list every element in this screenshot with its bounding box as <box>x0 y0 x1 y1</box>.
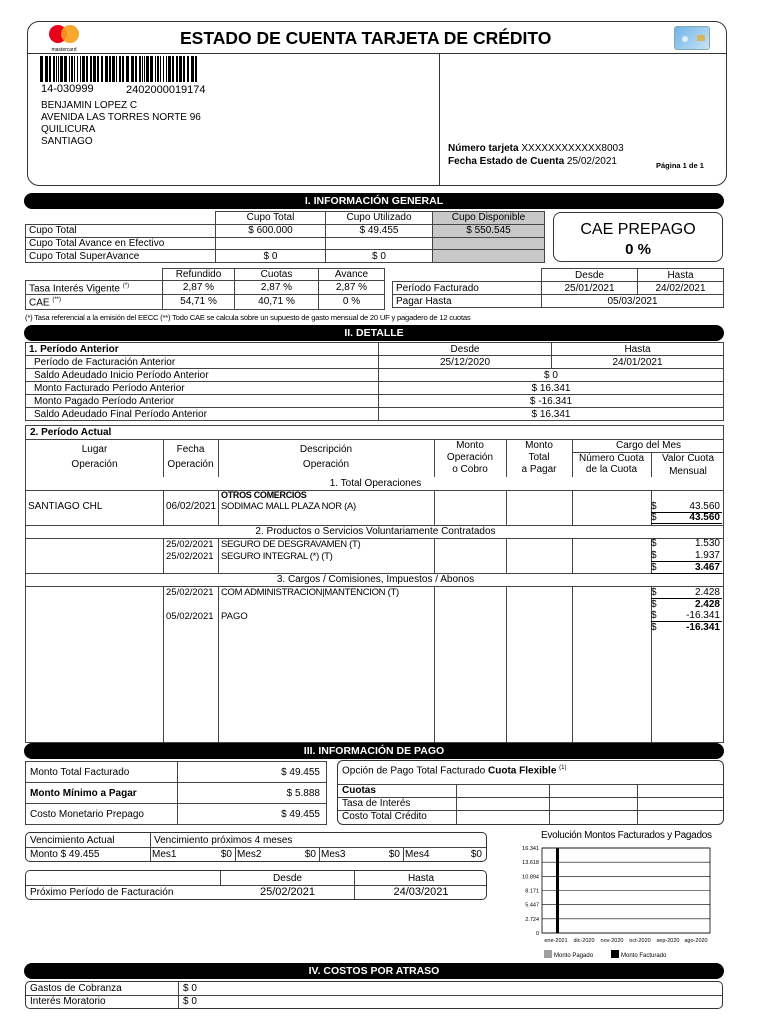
barcode-bar <box>53 56 55 82</box>
rate-value: 2,87 % <box>163 281 235 295</box>
chart-y-tick: 13.618 <box>522 860 539 867</box>
barcode-bar <box>183 56 185 82</box>
subsection-total-operaciones: 1. Total Operaciones <box>329 478 422 489</box>
prev-row-label: Período de Facturación Anterior <box>26 356 379 369</box>
chart-x-tick: ago-2020 <box>684 938 708 944</box>
month-label: Mes2 <box>237 849 262 860</box>
late-cost-value: $ 0 <box>183 996 197 1007</box>
barcode-bar <box>82 56 85 82</box>
card-number-line <box>448 143 624 154</box>
barcode-bar <box>179 56 182 82</box>
col-fecha-2: Operación <box>167 459 214 470</box>
customer-address: AVENIDA LAS TORRES NORTE 96 <box>41 112 201 123</box>
mastercard-logo <box>44 24 84 52</box>
dollar-sign: $ <box>651 550 657 561</box>
chart-title: Evolución Montos Facturados y Pagados <box>541 830 712 841</box>
prev-row-value: $ 0 <box>379 369 724 382</box>
customer-name: BENJAMIN LOPEZ C <box>41 100 138 111</box>
barcode-bar <box>71 56 73 82</box>
cupo-table <box>25 211 545 263</box>
cupo-row-label: Cupo Total SuperAvance <box>26 250 216 263</box>
barcode-bar <box>77 56 78 82</box>
card-number-label: Número tarjeta <box>448 143 519 154</box>
rate-value: 0 % <box>319 295 385 309</box>
op2-desc: SEGURO INTEGRAL (*) (T) <box>221 551 333 562</box>
barcode-bar <box>191 56 194 82</box>
op2-value: 1.937 <box>694 550 720 561</box>
cupo-avail-value <box>433 250 545 263</box>
late-cost-label: Gastos de Cobranza <box>30 983 122 994</box>
prev-row-value: $ 16.341 <box>379 382 724 395</box>
chart-legend-swatch <box>544 950 552 958</box>
barcode-bar <box>135 56 137 82</box>
chart-y-tick: 8.171 <box>525 888 539 895</box>
barcode-bar <box>93 56 96 82</box>
header-divider <box>27 53 727 54</box>
previous-period-title: 1. Período Anterior <box>26 343 379 356</box>
due-dates-box <box>25 832 487 862</box>
next-header-from: Desde <box>273 873 302 884</box>
col-monto-op-2: Operación <box>446 452 494 463</box>
col-valor-cuota-1: Valor Cuota <box>661 453 715 464</box>
op3-fecha: 05/02/2021 <box>166 611 214 622</box>
barcode-bar <box>101 56 103 82</box>
col-num-cuota-2: de la Cuota <box>585 464 638 475</box>
barcode-bar <box>90 56 92 82</box>
next-header-to: Hasta <box>407 873 435 884</box>
cae-prepago-box <box>553 212 723 262</box>
dollar-sign: $ <box>651 538 657 549</box>
month-value: $0 <box>470 849 482 860</box>
next-period-from: 25/02/2021 <box>259 886 316 898</box>
cupo-used-value: $ 49.455 <box>326 224 433 237</box>
cupo-row-label: Cupo Total Avance en Efectivo <box>26 237 216 250</box>
payment-option-sup: (1) <box>559 765 567 771</box>
cupo-total-value <box>216 237 326 250</box>
barcode-bar <box>160 56 161 82</box>
op2-total: 3.467 <box>694 562 720 573</box>
col-desc-1: Descripción <box>299 444 353 455</box>
chart-legend-swatch <box>611 950 619 958</box>
page-indicator: Página 1 de 1 <box>656 161 704 170</box>
op2-desc: SEGURO DE DESGRAVAMEN (T) <box>221 539 361 550</box>
period-to: 24/02/2021 <box>638 282 724 295</box>
period-header-from: Desde <box>542 269 638 282</box>
month-value: $0 <box>220 849 232 860</box>
barcode-bar <box>131 56 134 82</box>
barcode-bar <box>157 56 159 82</box>
rate-header-avance: Avance <box>319 269 385 281</box>
cupo-used-header: Cupo Utilizado <box>326 212 433 225</box>
next-period-to: 24/03/2021 <box>393 886 449 898</box>
barcode-bar <box>163 56 164 82</box>
late-costs-box <box>25 981 723 1009</box>
period-table <box>392 268 724 308</box>
prev-row-label: Monto Pagado Período Anterior <box>26 395 379 408</box>
op3-desc: PAGO <box>221 611 248 622</box>
op3-value: -16.341 <box>686 610 720 621</box>
rate-header-refundido: Refundido <box>163 269 235 281</box>
col-lugar-1: Lugar <box>81 444 108 455</box>
barcode-left-number: 14-030999 <box>41 83 94 95</box>
barcode-bar <box>119 56 121 82</box>
payment-option-title <box>342 763 567 776</box>
prev-row-label: Monto Facturado Período Anterior <box>26 382 379 395</box>
customer-city: SANTIAGO <box>41 136 93 147</box>
pay-until-label: Pagar Hasta <box>393 295 542 308</box>
section-2-title: II. DETALLE <box>24 325 724 341</box>
dollar-sign: $ <box>651 599 657 610</box>
barcode-bar <box>80 56 81 82</box>
cupo-avail-value: $ 550.545 <box>433 224 545 237</box>
late-cost-value: $ 0 <box>183 983 197 994</box>
statement-title: ESTADO DE CUENTA TARJETA DE CRÉDITO <box>180 28 552 48</box>
barcode-bar <box>56 56 57 82</box>
barcode-bar <box>142 56 143 82</box>
chart-x-tick: ene-2021 <box>544 938 568 944</box>
barcode-bar <box>97 56 99 82</box>
op3-desc: COM ADMINISTRACION|MANTENCION (T) <box>221 587 399 598</box>
op2-value: 1.530 <box>694 538 720 549</box>
current-period-table <box>25 425 724 743</box>
chart-y-tick: 16.341 <box>522 846 539 852</box>
period-from: 25/01/2021 <box>542 282 638 295</box>
chart-legend-label: Monto Pagado <box>554 953 594 959</box>
rate-value: 2,87 % <box>235 281 319 295</box>
barcode-bar <box>187 56 189 82</box>
option-row-label: Cuotas <box>342 785 376 796</box>
dollar-sign: $ <box>651 512 657 523</box>
op3-value: 2.428 <box>694 587 720 598</box>
cupo-total-value: $ 0 <box>216 250 326 263</box>
col-monto-total-1: Monto <box>525 440 553 451</box>
col-valor-cuota-2: Mensual <box>669 466 707 477</box>
payment-row-value: $ 49.455 <box>178 804 327 825</box>
late-cost-label: Interés Moratorio <box>30 996 106 1007</box>
due-next-label: Vencimiento próximos 4 meses <box>154 835 293 846</box>
cupo-avail-header: Cupo Disponible <box>433 212 545 225</box>
prev-row-from: 25/12/2020 <box>379 356 552 369</box>
barcode-bar <box>74 56 75 82</box>
section-3-title: III. INFORMACIÓN DE PAGO <box>24 743 724 759</box>
barcode-bar <box>195 56 197 82</box>
barcode-bar <box>58 56 59 82</box>
cae-prepago-title: CAE PREPAGO <box>580 221 696 238</box>
col-monto-total-2: Total <box>528 452 550 463</box>
chart-y-tick: 5.447 <box>525 902 539 909</box>
cae-prepago-value: 0 % <box>625 241 651 258</box>
payment-option-title-text: Opción de Pago Total Facturado <box>342 765 486 777</box>
col-num-cuota-1: Número Cuota <box>578 453 645 464</box>
barcode-bar <box>86 56 88 82</box>
barcode-bar <box>40 56 43 82</box>
op-desc: SODIMAC MALL PLAZA NOR (A) <box>221 501 356 512</box>
barcode-bar <box>139 56 141 82</box>
cupo-total-value: $ 600.000 <box>216 224 326 237</box>
barcode-right-number: 2402000019174 <box>126 84 206 96</box>
chart-y-tick: 2.724 <box>525 916 539 923</box>
op1-total: 43.560 <box>689 512 720 523</box>
rate-label-text: Tasa Interés Vigente <box>29 283 120 295</box>
dollar-sign: $ <box>651 610 657 621</box>
col-fecha-1: Fecha <box>176 444 205 455</box>
dollar-sign: $ <box>651 587 657 598</box>
barcode-bar <box>112 56 115 82</box>
prev-header-from: Desde <box>379 343 552 356</box>
payment-row-label: Monto Mínimo a Pagar <box>26 783 178 804</box>
cupo-used-value: $ 0 <box>326 250 433 263</box>
month-value: $0 <box>388 849 400 860</box>
statement-date-line <box>448 156 617 167</box>
barcode-bar <box>60 56 63 82</box>
op2-fecha: 25/02/2021 <box>166 539 214 550</box>
option-row-label: Tasa de Interés <box>342 798 411 809</box>
cupo-used-value <box>326 237 433 250</box>
card-image <box>674 26 710 50</box>
col-desc-2: Operación <box>302 459 350 470</box>
rate-label-text: CAE <box>29 297 50 309</box>
customer-comuna: QUILICURA <box>41 124 96 135</box>
current-period-title: 2. Período Actual <box>30 427 112 438</box>
cupo-total-header: Cupo Total <box>216 212 326 225</box>
barcode-bar <box>168 56 171 82</box>
payment-row-value: $ 5.888 <box>178 783 327 804</box>
month-label: Mes4 <box>405 849 430 860</box>
col-lugar-2: Operación <box>71 459 118 470</box>
statement-date: 25/02/2021 <box>566 156 617 167</box>
header-vdivider <box>439 53 440 186</box>
barcode-bar <box>64 56 67 82</box>
rate-value: 2,87 % <box>319 281 385 295</box>
chart-x-tick: oct-2020 <box>629 938 651 944</box>
period-label: Período Facturado <box>393 282 542 295</box>
previous-period-table <box>25 342 724 421</box>
next-period-label: Próximo Período de Facturación <box>30 887 174 898</box>
op3-total: 2.428 <box>694 599 720 610</box>
rate-value: 54,71 % <box>163 295 235 309</box>
col-monto-op-1: Monto <box>456 440 484 451</box>
payment-row-label: Costo Monetario Prepago <box>26 804 178 825</box>
prev-header-to: Hasta <box>552 343 724 356</box>
payment-row-value: $ 49.455 <box>178 762 327 783</box>
chart-y-tick: 10.894 <box>522 874 539 881</box>
rates-table <box>25 268 385 308</box>
prev-row-label: Saldo Adeudado Inicio Período Anterior <box>26 369 379 382</box>
barcode-bar <box>155 56 156 82</box>
section-4-title: IV. COSTOS POR ATRASO <box>24 963 724 979</box>
op2-fecha: 25/02/2021 <box>166 551 214 562</box>
barcode <box>40 56 200 82</box>
payment-summary-table <box>25 761 327 825</box>
col-monto-op-3: o Cobro <box>452 464 488 475</box>
barcode-bar <box>150 56 153 82</box>
payment-row-label: Monto Total Facturado <box>26 762 178 783</box>
barcode-bar <box>109 56 111 82</box>
col-monto-total-3: a Pagar <box>521 464 557 475</box>
mastercard-label: mastercard <box>51 47 77 53</box>
rate-row-label <box>26 295 163 309</box>
due-current-label: Vencimiento Actual <box>30 835 115 846</box>
chart-bar <box>556 848 559 933</box>
next-period-box <box>25 870 487 900</box>
barcode-bar <box>146 56 149 82</box>
statement-date-label: Fecha Estado de Cuenta <box>448 156 565 167</box>
month-value: $0 <box>304 849 316 860</box>
barcode-bar <box>105 56 108 82</box>
op3-fecha: 25/02/2021 <box>166 587 214 598</box>
cupo-row-label: Cupo Total <box>26 224 216 237</box>
barcode-bar <box>166 56 167 82</box>
prev-row-value: $ 16.341 <box>379 408 724 421</box>
cupo-avail-value <box>433 237 545 250</box>
chart-legend-label: Monto Facturado <box>621 953 667 959</box>
barcode-bar <box>116 56 117 82</box>
op-fecha: 06/02/2021 <box>166 501 217 512</box>
due-current-value: Monto $ 49.455 <box>30 849 100 860</box>
period-header-to: Hasta <box>638 269 724 282</box>
rate-label-sup: (*) <box>122 283 130 289</box>
billing-chart <box>500 838 720 963</box>
rate-value: 40,71 % <box>235 295 319 309</box>
section-1-title: I. INFORMACIÓN GENERAL <box>24 193 724 209</box>
dollar-sign: $ <box>651 562 657 573</box>
chart-y-tick: 0 <box>535 931 539 937</box>
subsection-productos: 2. Productos o Servicios Voluntariamente Contratados <box>255 526 496 537</box>
barcode-bar <box>122 56 124 82</box>
subsection-cargos: 3. Cargos / Comisiones, Impuestos / Abonos <box>276 574 475 585</box>
barcode-bar <box>45 56 48 82</box>
op-heading: OTROS COMERCIOS <box>221 490 307 500</box>
dollar-sign: $ <box>651 622 657 633</box>
chart-x-tick: sep-2020 <box>656 938 680 944</box>
barcode-bar <box>49 56 51 82</box>
op-lugar: SANTIAGO CHL <box>28 501 103 512</box>
month-label: Mes3 <box>321 849 346 860</box>
payment-option-box <box>337 760 724 825</box>
prev-row-to: 24/01/2021 <box>552 356 724 369</box>
payment-option-title-bold: Cuota Flexible <box>488 765 557 777</box>
op1-value: 43.560 <box>689 501 720 512</box>
month-label: Mes1 <box>152 849 177 860</box>
prev-row-value: $ -16.341 <box>379 395 724 408</box>
barcode-bar <box>172 56 174 82</box>
op3-total: -16.341 <box>686 622 720 633</box>
barcode-bar <box>176 56 178 82</box>
barcode-bar <box>144 56 145 82</box>
prev-row-label: Saldo Adeudado Final Período Anterior <box>26 408 379 421</box>
footnote: (*) Tasa referencial a la emisión del EECC (**) Todo CAE se calcula sobre un supuesto de gasto mensual de 20 UF y pagadero de 12 cuotas <box>25 313 471 322</box>
chart-x-tick: nov-2020 <box>600 938 624 944</box>
col-cargo-mes: Cargo del Mes <box>615 440 682 451</box>
option-row-label: Costo Total Crédito <box>342 811 427 822</box>
chart-x-tick: dic-2020 <box>573 938 595 944</box>
barcode-bar <box>69 56 70 82</box>
rate-row-label <box>26 281 163 295</box>
rate-label-sup: (**) <box>52 297 62 304</box>
barcode-bar <box>126 56 129 82</box>
pay-until-value: 05/03/2021 <box>542 295 724 308</box>
rate-header-cuotas: Cuotas <box>235 269 319 281</box>
card-number: XXXXXXXXXXXX8003 <box>521 143 624 154</box>
dollar-sign: $ <box>651 501 657 512</box>
